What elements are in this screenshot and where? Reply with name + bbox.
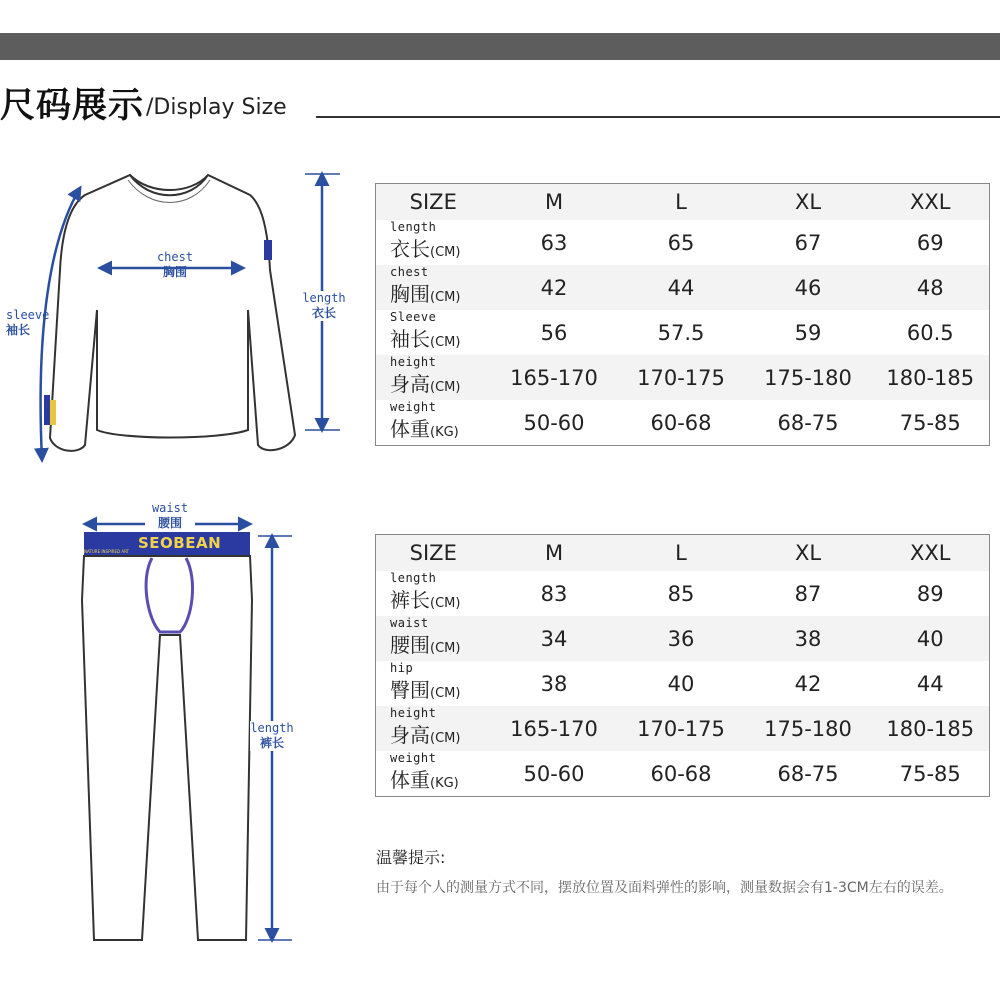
table-cell: 56 <box>540 320 568 345</box>
table-cell: 170-175 <box>618 706 745 751</box>
pants-length-label-cn: 裤长 <box>259 736 284 750</box>
header-cell: SIZE <box>376 184 491 221</box>
table-cell: 60-68 <box>650 761 712 786</box>
header-cell: XXL <box>872 535 990 572</box>
row-label <box>376 751 491 797</box>
table-row <box>376 310 990 355</box>
table-cell: 75-85 <box>899 761 961 786</box>
header-cell: XXL <box>872 184 990 221</box>
table-cell: 38 <box>745 616 872 661</box>
sleeve-label-en: sleeve <box>6 308 50 322</box>
table-cell: 36 <box>618 616 745 661</box>
shirt-length-label <box>302 291 346 321</box>
table-row <box>376 751 990 797</box>
table-cell: 40 <box>872 616 990 661</box>
table-cell: 60.5 <box>906 320 954 345</box>
table-cell: 180-185 <box>872 706 990 751</box>
table-cell: 68-75 <box>777 761 839 786</box>
row-label <box>376 220 491 265</box>
row-label-cn: 裤长 <box>390 588 430 612</box>
row-label-en: length <box>390 220 437 234</box>
table-row <box>376 400 990 446</box>
note-body: 由于每个人的测量方式不同，摆放位置及面料弹性的影响，测量数据会有1-3CM左右的误差。 <box>376 880 953 896</box>
table-cell: 165-170 <box>491 355 618 400</box>
table-cell: 165-170 <box>491 706 618 751</box>
row-label-en: weight <box>390 751 437 765</box>
row-label <box>376 706 491 751</box>
table-cell: 83 <box>540 581 568 606</box>
pants-diagram <box>60 500 360 950</box>
waist-label-cn: 腰围 <box>157 516 182 530</box>
table-cell: 180-185 <box>872 355 990 400</box>
header-cell: XL <box>745 535 872 572</box>
row-label-en: weight <box>390 400 437 414</box>
table-row <box>376 265 990 310</box>
table-cell: 44 <box>916 671 944 696</box>
table-header-row <box>376 535 990 572</box>
row-label-en: height <box>390 355 437 369</box>
table-cell: 42 <box>794 671 822 696</box>
row-label-en: hip <box>390 661 414 675</box>
row-label-cn: 胸围 <box>390 282 430 306</box>
table-cell: 40 <box>667 671 695 696</box>
pants-length-label <box>250 721 294 751</box>
row-label-cn: 体重 <box>390 417 430 441</box>
table-header-row <box>376 184 990 221</box>
waistband-brand: SEOBEAN <box>138 534 222 552</box>
sleeve-label-cn: 袖长 <box>6 323 31 337</box>
table-cell: 85 <box>667 581 695 606</box>
note-title: 温馨提示: <box>376 848 446 867</box>
table-cell: 42 <box>491 265 618 310</box>
row-label-unit: (CM) <box>430 686 461 701</box>
table-row <box>376 706 990 751</box>
row-label-unit: (CM) <box>430 290 461 305</box>
table-cell: 48 <box>872 265 990 310</box>
table-cell: 60-68 <box>650 410 712 435</box>
row-label <box>376 616 491 661</box>
header-cell: SIZE <box>376 535 491 572</box>
table-cell: 175-180 <box>745 706 872 751</box>
header-cell: L <box>618 184 745 221</box>
table-cell: 65 <box>667 230 695 255</box>
row-label <box>376 310 491 355</box>
shirt-outline <box>50 175 295 451</box>
row-label-cn: 腰围 <box>390 633 430 657</box>
waist-label <box>145 501 195 531</box>
row-label-unit: (CM) <box>430 380 461 395</box>
heading-underline <box>316 116 1000 118</box>
table-cell: 50-60 <box>523 761 585 786</box>
table-cell: 50-60 <box>523 410 585 435</box>
header-cell: L <box>618 535 745 572</box>
table-row <box>376 571 990 616</box>
waistband-small-text: NATURE INSPIRED ART <box>84 549 129 554</box>
table-cell: 175-180 <box>745 355 872 400</box>
row-label <box>376 265 491 310</box>
shirt-length-label-en: length <box>302 291 346 305</box>
row-label-cn: 体重 <box>390 768 430 792</box>
header-cell: M <box>491 535 618 572</box>
shirt-diagram <box>0 160 360 480</box>
row-label-unit: (CM) <box>430 335 461 350</box>
table-cell: 44 <box>618 265 745 310</box>
row-label-en: height <box>390 706 437 720</box>
row-label-unit: (KG) <box>430 776 459 791</box>
waist-label-en: waist <box>151 501 189 515</box>
table-cell: 69 <box>916 230 944 255</box>
row-label <box>376 355 491 400</box>
row-label <box>376 661 491 706</box>
top-size-table <box>375 183 990 446</box>
row-label-unit: (CM) <box>430 641 461 656</box>
table-cell: 46 <box>745 265 872 310</box>
table-cell: 34 <box>491 616 618 661</box>
table-row <box>376 355 990 400</box>
heading-cn: 尺码展示 <box>0 86 145 126</box>
shirt-length-label-cn: 衣长 <box>311 306 336 320</box>
row-label-unit: (CM) <box>430 245 461 260</box>
row-label-unit: (CM) <box>430 596 461 611</box>
row-label-en: Sleeve <box>390 310 437 324</box>
table-row <box>376 616 990 661</box>
top-banner-bar <box>0 33 1000 60</box>
row-label-cn: 身高 <box>390 372 430 396</box>
table-cell: 63 <box>540 230 568 255</box>
row-label <box>376 400 491 446</box>
table-cell: 68-75 <box>777 410 839 435</box>
section-heading <box>0 82 287 126</box>
row-label <box>376 571 491 616</box>
table-cell: 38 <box>540 671 568 696</box>
chest-label-cn: 胸围 <box>162 265 187 279</box>
row-label-en: length <box>390 571 437 585</box>
pants-length-label-en: length <box>250 721 294 735</box>
table-cell: 67 <box>794 230 822 255</box>
header-cell: XL <box>745 184 872 221</box>
table-cell: 170-175 <box>618 355 745 400</box>
row-label-unit: (CM) <box>430 731 461 746</box>
row-label-en: waist <box>390 616 429 630</box>
row-label-en: chest <box>390 265 429 279</box>
chest-label-en: chest <box>156 250 194 264</box>
table-cell: 89 <box>916 581 944 606</box>
table-cell: 59 <box>794 320 822 345</box>
heading-en: /Display Size <box>146 95 287 120</box>
pants-outline <box>82 556 252 940</box>
table-row <box>376 220 990 265</box>
row-label-unit: (KG) <box>430 425 459 440</box>
sleeve-label <box>6 308 49 338</box>
chest-label <box>150 250 200 280</box>
row-label-cn: 衣长 <box>390 237 430 261</box>
header-cell: M <box>491 184 618 221</box>
table-cell: 75-85 <box>899 410 961 435</box>
row-label-cn: 臀围 <box>390 678 430 702</box>
row-label-cn: 袖长 <box>390 327 430 351</box>
table-row <box>376 661 990 706</box>
row-label-cn: 身高 <box>390 723 430 747</box>
table-cell: 87 <box>794 581 822 606</box>
table-cell: 57.5 <box>657 320 705 345</box>
bottom-size-table <box>375 534 990 797</box>
